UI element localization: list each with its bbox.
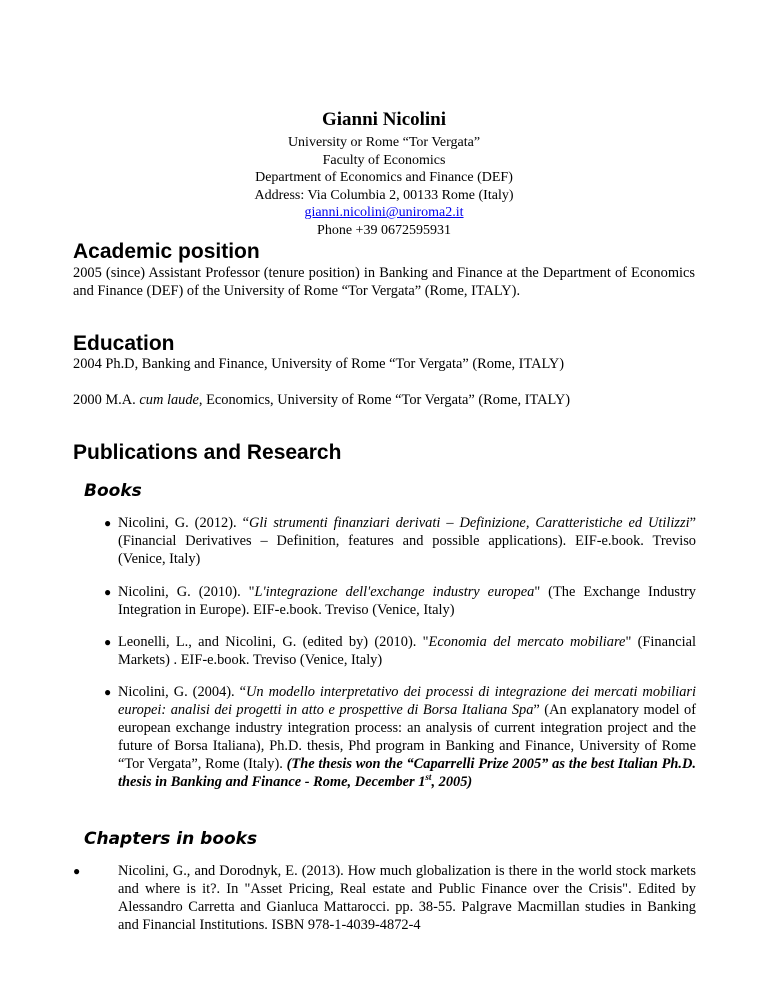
book-item: ● Leonelli, L., and Nicolini, G. (edited by) (2010). "Economia del mercato mobiliare" (Financial Markets) . EIF-e.book. Treviso (Venice, Italy) [104,634,696,668]
author-name: Gianni Nicolini [321,109,447,130]
publications-heading: Publications and Research [73,441,342,464]
academic-position-text: 2005 (since) Assistant Professor (tenure position) in Banking and Finance at the Department of Economics and Finance (DEF) of the University of Rome “Tor Vergata” (Rome, ITALY). [73,265,695,299]
bullet-icon: ● [104,685,112,699]
address-line: Address: Via Columbia 2, 00133 Rome (Italy) [254,187,514,203]
book-item: ● Nicolini, G. (2010). "L'integrazione dell'exchange industry europea" (The Exchange Industry Integration in Europe). EIF-e.book. Treviso (Venice, Italy) [104,584,696,618]
chapters-heading: Chapters in books [84,829,258,849]
education-heading: Education [73,332,175,355]
bullet-icon: ● [104,585,112,599]
bullet-icon: ● [104,516,112,530]
books-heading: Books [84,481,142,501]
contact-header [0,108,768,239]
education-phd: 2004 Ph.D, Banking and Finance, University of Rome “Tor Vergata” (Rome, ITALY) [73,356,565,372]
bullet-icon: ● [73,864,81,878]
chapter-item: ● Nicolini, G., and Dorodnyk, E. (2013). How much globalization is there in the world stock markets and where is it?. In "Asset Pricing, Real estate and Public Finance over the Crisis". Edited by Alessandro Carretta and Gianluca Mattarocci. pp. 38-55. Palgrave Macmillan studies in Banking and Financial Institutions. ISBN 978-1-4039-4872-4 [73,863,696,933]
academic-position-heading: Academic position [73,240,260,263]
university-line: University or Rome “Tor Vergata” [287,135,481,150]
education-ma-honor: cum laude [139,392,199,408]
department-line: Department of Economics and Finance (DEF) [255,170,513,185]
phone-line: Phone +39 0672595931 [317,222,451,238]
bullet-icon: ● [104,635,112,649]
book-item: ● Nicolini, G. (2004). “Un modello interpretativo dei processi di integrazione dei mercati mobiliari europei: analisi dei progetti in atto e prospettive di Borsa Italiana Spa” (An explanatory model of european exchange industry integration process: an analysis of current integration project and the future of Borsa Italiana), Ph.D. thesis, Phd program in Banking and Finance, University of Rome “Tor Vergata”, Rome (Italy). (The thesis won the “Caparrelli Prize 2005” as the best Italian Ph.D. thesis in Banking and Finance - Rome, December 1st, 2005) [104,684,697,790]
email-link[interactable]: gianni.nicolini@uniroma2.it [304,205,464,220]
book-item: ● Nicolini, G. (2012). “Gli strumenti finanziari derivati – Definizione, Caratteristiche ed Utilizzi” (Financial Derivatives – Definition, features and possible applications). EIF-e.book. Treviso (Venice, Italy) [104,515,696,567]
education-ma: 2000 M.A. cum laude, Economics, University of Rome “Tor Vergata” (Rome, ITALY) [73,392,571,408]
faculty-line: Faculty of Economics [322,152,446,168]
